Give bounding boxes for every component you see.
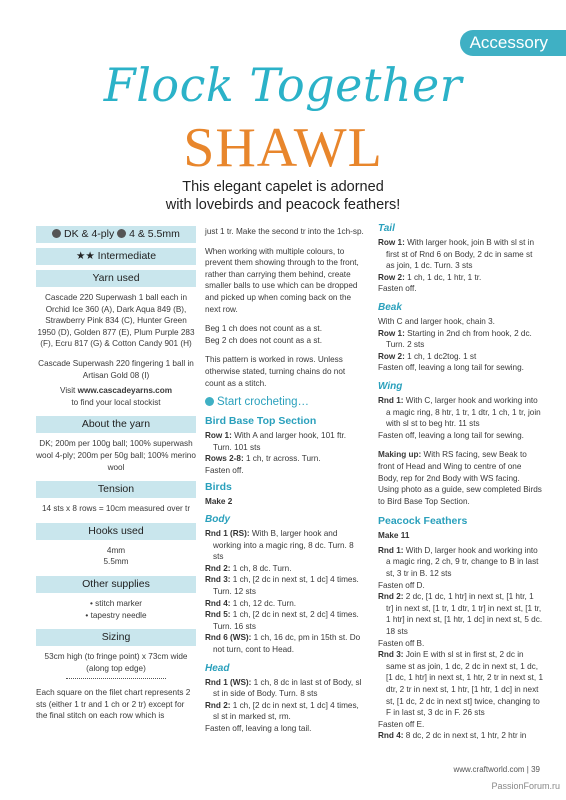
sizing-heading: Sizing — [36, 629, 196, 646]
pattern-row — [378, 591, 543, 637]
hook-item: 4mm — [106, 545, 126, 555]
row-text: With D, larger hook and working into a magic ring, 2 ch, 9 tr, change to B in last st, 3 tr in B. 12 sts — [386, 545, 539, 579]
pattern-row — [378, 649, 543, 719]
instructions-column-2 — [378, 222, 543, 742]
row-label: Rows 2-8: — [205, 454, 244, 464]
fasten-off: Fasten off B. — [378, 638, 425, 648]
fasten-off: Fasten off, leaving a long tail for sewing. — [378, 430, 524, 440]
row-text: Starting in 2nd ch from hook, 2 dc. Turn. 2 sts — [386, 328, 532, 350]
supply-item: • tapestry needle — [85, 610, 147, 620]
birds-make: Make 2 — [205, 496, 233, 506]
subtitle — [0, 178, 566, 214]
row-label: Rnd 6 (WS): — [205, 633, 252, 643]
pattern-row — [205, 677, 365, 700]
pattern-row — [205, 574, 365, 597]
fasten-off: Fasten off. — [378, 284, 417, 294]
row-label: Rnd 5: — [205, 610, 231, 620]
making-up — [378, 449, 543, 507]
making-up-text: With RS facing, sew Beak to front of Head and Wing to centre of one Body, rep for 2nd Body with WS facing. Using photo as a guide, sew completed Birds to Bird Base Top Section. — [378, 450, 542, 506]
row-label: Row 1: — [205, 431, 232, 441]
fasten-off: Fasten off, leaving a long tail for sewing. — [378, 363, 524, 373]
visit-suffix: to find your local stockist — [71, 397, 161, 407]
start-label: Start crocheting… — [217, 396, 310, 409]
row-text: 1 ch, tr across. Turn. — [243, 454, 321, 464]
yarn-weight: DK & 4-ply — [64, 228, 115, 240]
start-heading — [205, 395, 365, 409]
pattern-row — [378, 730, 543, 742]
visit-line — [36, 385, 196, 397]
fasten-off: Fasten off, leaving a long tail. — [205, 724, 312, 733]
beg-note-2: Beg 2 ch does not count as a st. — [205, 335, 322, 345]
head-heading: Head — [205, 662, 230, 674]
subtitle-line-2: with lovebirds and peacock feathers! — [165, 197, 401, 213]
pattern-row — [205, 528, 365, 563]
pattern-row — [205, 609, 365, 632]
hooks-heading: Hooks used — [36, 523, 196, 540]
row-label: Rnd 4: — [205, 598, 231, 608]
beak-heading: Beak — [378, 301, 402, 313]
row-label: Rnd 3: — [378, 650, 404, 660]
subtitle-line-1: This elegant capelet is adorned — [182, 179, 384, 195]
hook-item: 5.5mm — [103, 557, 129, 567]
peacock-make: Make 11 — [378, 531, 410, 541]
sizing-text: 53cm high (to fringe point) x 73cm wide (along top edge) — [44, 652, 188, 673]
row-text: 1 ch, 1 dc2tog. 1 st — [404, 351, 477, 361]
weight-hook-bar — [36, 226, 196, 243]
pattern-row — [378, 328, 543, 351]
divider — [66, 678, 166, 679]
pattern-row — [378, 395, 543, 430]
body-rows — [205, 528, 365, 656]
fasten-off: Fasten off E. — [378, 719, 425, 729]
pattern-row — [205, 430, 365, 453]
row-text: 1 ch, 1 dc, 1 htr, 1 tr. — [404, 272, 482, 282]
pattern-row — [378, 272, 543, 284]
pattern-row — [378, 237, 543, 272]
pattern-row — [205, 598, 365, 610]
making-up-label: Making up: — [378, 450, 422, 460]
instructions-column-1 — [205, 226, 365, 735]
level-bar: ★★ Intermediate — [36, 248, 196, 265]
row-label: Rnd 1 (WS): — [205, 677, 252, 687]
yarn-ball-icon — [52, 229, 61, 238]
title-line-2: SHAWL — [183, 117, 383, 179]
tension-text: 14 sts x 8 rows = 10cm measured over tr — [41, 504, 191, 514]
section-tag: Accessory — [460, 30, 566, 56]
tail-heading: Tail — [378, 223, 395, 234]
fasten-off: Fasten off D. — [378, 580, 425, 590]
row-label: Rnd 1: — [378, 545, 404, 555]
yarn-text-2: Cascade Superwash 220 fingering 1 ball in Artisan Gold 08 (I) — [38, 358, 194, 380]
pattern-row — [205, 700, 365, 723]
row-label: Rnd 2: — [205, 563, 231, 573]
watermark: PassionForum.ru — [491, 781, 560, 791]
page-number: 39 — [531, 765, 540, 774]
row-text: Join E with sl st in first st, 2 dc in same st as join, 1 dc, 2 dc in next st, 1 dc, [1 dc, 1 htr] in next st, 1 htr, 2 tr in next st, 1 dtr, 2 tr in next st, 1 htr, [1 htr, 1 dc] in next st, [1 dc, 2 dc in next st] twice, changing to F in last st, 3 dc in F. 26 sts — [386, 650, 544, 718]
wing-heading: Wing — [378, 380, 403, 392]
row-label: Row 1: — [378, 328, 405, 338]
peacock-heading: Peacock Feathers — [378, 515, 468, 528]
yarn-heading: Yarn used — [36, 270, 196, 287]
hook-icon — [117, 229, 126, 238]
row-label: Rnd 2: — [378, 592, 404, 602]
footer-site[interactable]: www.craftworld.com — [453, 765, 525, 774]
supply-item: • stitch marker — [90, 598, 142, 608]
pattern-row — [205, 563, 365, 575]
row-text: 1 ch, 12 dc. Turn. — [230, 598, 297, 608]
row-label: Row 2: — [378, 272, 405, 282]
row-text: 8 dc, 2 dc in next st, 1 htr, 2 htr in — [403, 731, 527, 741]
yarn-text: Cascade 220 Superwash 1 ball each in Orchid Ice 360 (A), Dark Aqua 849 (B), Strawberry Pink 834 (C), Hunter Green 1950 (D), Golden 877 (E), Plum Purple 283 (F), Ecru 817 (G) & Cotton Candy 901 (H) — [37, 293, 195, 349]
title-line-1: Flock Together — [103, 58, 463, 112]
hook-size: 4 & 5.5mm — [129, 228, 180, 240]
row-label: Rnd 1: — [378, 395, 404, 405]
visit-prefix: Visit — [60, 386, 78, 396]
beak-intro: With C and larger hook, chain 3. — [378, 316, 495, 326]
body-heading: Body — [205, 514, 230, 526]
row-label: Row 2: — [378, 351, 405, 361]
row-label: Rnd 3: — [205, 575, 231, 585]
row-text: With B, larger hook and working into a magic ring, 8 dc. Turn. 8 sts — [213, 529, 354, 562]
row-text: With C, larger hook and working into a magic ring, 8 htr, 1 tr, 1 dtr, 1 ch, 1 tr, join with sl st to beg htr. 11 sts — [386, 395, 541, 429]
colours-note: When working with multiple colours, to prevent them showing through to the front, rather than carrying them behind, create smaller balls to use which can be dropped and picked up when coming back on the next row. — [205, 246, 359, 314]
fasten-off: Fasten off. — [205, 465, 244, 475]
pattern-row — [378, 351, 543, 363]
row-text: 1 ch, [2 dc in next st, 2 dc] 4 times. Turn. 16 sts — [213, 610, 359, 631]
stitch-note: This pattern is worked in rows. Unless otherwise stated, turning chains do not count as a stitch. — [205, 355, 346, 388]
row-text: 1 ch, 8 dc in last st of Body, sl st in side of Body. Turn. 8 sts — [213, 677, 362, 699]
bullet-icon — [205, 397, 214, 406]
row-label: Rnd 2: — [205, 700, 231, 710]
pattern-info-column — [36, 226, 196, 722]
row-label: Rnd 4: — [378, 731, 404, 741]
row-text: 1 ch, [2 dc in next st, 1 dc] 4 times. Turn. 12 sts — [213, 575, 359, 597]
tension-heading: Tension — [36, 481, 196, 498]
pattern-row — [205, 632, 365, 655]
about-heading: About the yarn — [36, 416, 196, 433]
row-text: With A and larger hook, 101 ftr. Turn. 101 sts — [213, 431, 347, 452]
page-footer: www.craftworld.com | 39 — [453, 765, 540, 774]
chart-note-cont: just 1 tr. Make the second tr into the 1ch-sp. — [205, 227, 364, 236]
visit-url[interactable]: www.cascadeyarns.com — [77, 386, 172, 396]
bird-base-heading: Bird Base Top Section — [205, 415, 317, 428]
row-text: With larger hook, join B with sl st in first st of Rnd 6 on Body, 2 dc in same st as join, 1 dc. Turn. 3 sts — [386, 238, 535, 271]
row-text: 1 ch, 16 dc, pm in 15th st. Do not turn, cont to Head. — [213, 633, 361, 655]
pattern-row — [378, 545, 543, 580]
row-label: Row 1: — [378, 238, 405, 247]
birds-heading: Birds — [205, 480, 232, 493]
row-text: 1 ch, 8 dc. Turn. — [230, 563, 292, 573]
row-text: 2 dc, [1 dc, 1 htr] in next st, [1 htr, 1 tr] in next st, [1 tr, 1 dtr, 1 tr] in next st, [1 tr, 1 htr] in next st, [1 htr, 1 dc] in next st, 5 dc. 18 sts — [386, 592, 543, 637]
supplies-heading: Other supplies — [36, 576, 196, 593]
beg-note-1: Beg 1 ch does not count as a st. — [205, 324, 322, 334]
row-text: 1 ch, [2 dc in next st, 1 dc] 4 times, sl st in marked st, rm. — [213, 700, 359, 722]
row-label: Rnd 1 (RS): — [205, 529, 250, 539]
chart-note: Each square on the filet chart represents 2 sts (either 1 tr and 1 ch or 2 tr) except for the final stitch on each row which is — [36, 688, 191, 721]
pattern-row — [205, 453, 365, 465]
about-text: DK; 200m per 100g ball; 100% superwash wool 4-ply; 200m per 50g ball; 100% merino wool — [36, 439, 196, 472]
